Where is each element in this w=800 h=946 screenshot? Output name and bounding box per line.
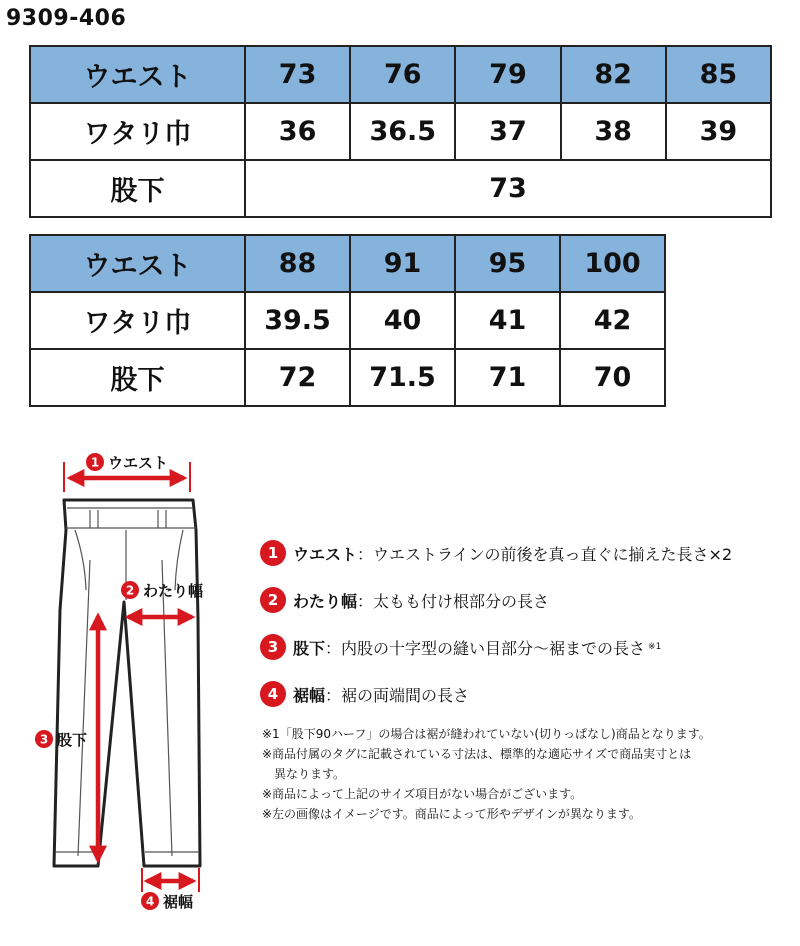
note-line: 異なります。 <box>274 767 346 781</box>
size-table-1 <box>29 45 772 218</box>
number-4-icon: 4 <box>260 681 286 707</box>
legend-desc: ：内股の十字型の縫い目部分～裾までの長さ <box>325 638 646 658</box>
number-1-icon: 1 <box>260 540 286 566</box>
svg-text:4: 4 <box>145 894 155 909</box>
svg-text:裾幅: 裾幅 <box>163 893 194 911</box>
footnote-ref: ※1 <box>648 642 662 652</box>
table-cell: 91 <box>350 235 455 292</box>
note-line: ※商品によって上記のサイズ項目がない場合がございます。 <box>262 787 583 801</box>
table-row-inseam <box>30 160 771 217</box>
legend-item-waist <box>260 540 795 566</box>
svg-text:股下: 股下 <box>57 731 88 749</box>
legend-desc: ：ウエストラインの前後を真っ直ぐに揃えた長さ×2 <box>357 544 733 564</box>
pants-diagram <box>0 430 250 946</box>
legend-item-thigh <box>260 587 795 613</box>
legend-title: 裾幅 <box>293 685 326 705</box>
table-cell: 73 <box>245 46 350 103</box>
table-cell: 79 <box>455 46 560 103</box>
table-row-thigh <box>30 292 665 349</box>
svg-text:2: 2 <box>125 583 135 598</box>
legend-item-inseam <box>260 634 795 660</box>
table-cell-merged: 73 <box>245 160 771 217</box>
product-code: 9309-406 <box>6 6 127 31</box>
measurement-legend <box>260 540 795 728</box>
legend-item-hem <box>260 681 795 707</box>
table-cell: 36 <box>245 103 350 160</box>
table-row-inseam <box>30 349 665 406</box>
svg-text:1: 1 <box>90 455 100 470</box>
row-label: 股下 <box>30 160 245 217</box>
table-row-waist <box>30 235 665 292</box>
table-cell: 100 <box>560 235 665 292</box>
notes-block <box>262 724 792 824</box>
table-cell: 95 <box>455 235 560 292</box>
legend-title: 股下 <box>293 638 326 658</box>
size-table-2 <box>29 234 666 407</box>
legend-desc: ：太もも付け根部分の長さ <box>357 591 550 611</box>
label-4-hem <box>141 892 193 911</box>
table-cell: 40 <box>350 292 455 349</box>
legend-title: ウエスト <box>293 544 358 564</box>
row-label: ワタリ巾 <box>30 103 245 160</box>
table-cell: 76 <box>350 46 455 103</box>
svg-text:3: 3 <box>39 732 49 747</box>
table-cell: 88 <box>245 235 350 292</box>
table-cell: 37 <box>455 103 560 160</box>
table-row-thigh <box>30 103 771 160</box>
table-cell: 82 <box>561 46 666 103</box>
table-cell: 36.5 <box>350 103 455 160</box>
number-2-icon: 2 <box>260 587 286 613</box>
number-3-icon: 3 <box>260 634 286 660</box>
row-label: 股下 <box>30 349 245 406</box>
table-cell: 85 <box>666 46 771 103</box>
table-cell: 42 <box>560 292 665 349</box>
table-cell: 41 <box>455 292 560 349</box>
note-line: ※商品付属のタグに記載されている寸法は、標準的な適応サイズで商品実寸とは <box>262 747 692 761</box>
row-label: ウエスト <box>30 235 245 292</box>
table-cell: 72 <box>245 349 350 406</box>
note-line: ※左の画像はイメージです。商品によって形やデザインが異なります。 <box>262 807 641 821</box>
label-2-thigh <box>121 581 203 600</box>
label-3-inseam <box>35 730 87 749</box>
table-cell: 38 <box>561 103 666 160</box>
note-line: ※1「股下90ハーフ」の場合は裾が縫われていない(切りっぱなし)商品となります。 <box>262 727 711 741</box>
table-cell: 39.5 <box>245 292 350 349</box>
table-cell: 39 <box>666 103 771 160</box>
row-label: ウエスト <box>30 46 245 103</box>
row-label: ワタリ巾 <box>30 292 245 349</box>
table-cell: 70 <box>560 349 665 406</box>
legend-desc: ：裾の両端間の長さ <box>325 685 470 705</box>
table-cell: 71.5 <box>350 349 455 406</box>
label-1-waist <box>86 453 168 472</box>
legend-title: わたり幅 <box>293 591 358 611</box>
svg-text:わたり幅: わたり幅 <box>143 582 204 600</box>
table-row-waist <box>30 46 771 103</box>
table-cell: 71 <box>455 349 560 406</box>
svg-text:ウエスト: ウエスト <box>108 454 169 472</box>
